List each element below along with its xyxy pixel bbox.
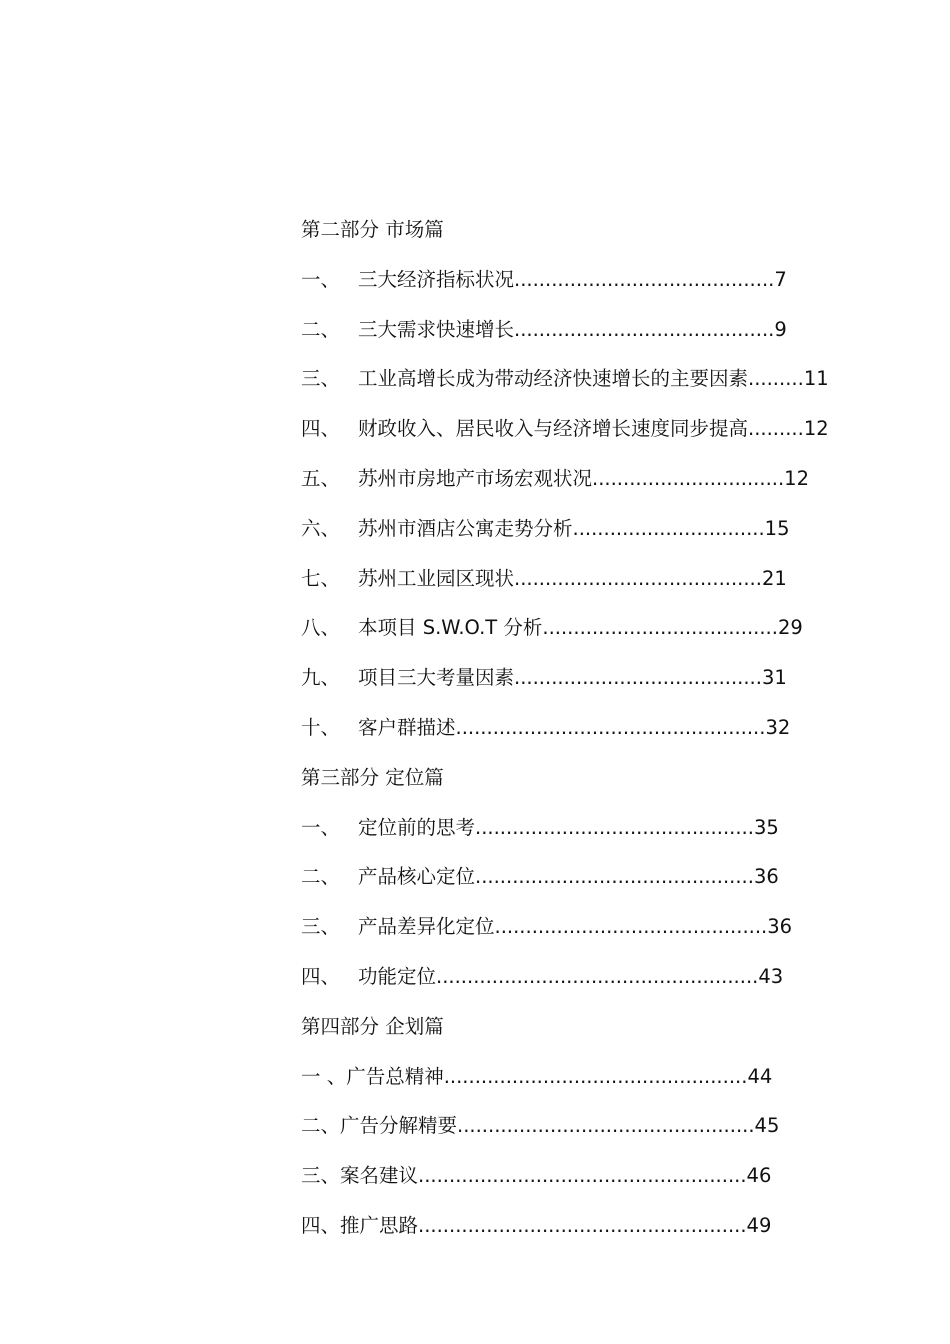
toc-page: 32 <box>765 715 791 739</box>
toc-leader: ..................................................... <box>418 1213 747 1237</box>
toc-number: 三、 <box>301 367 341 391</box>
toc-page: 49 <box>746 1213 772 1237</box>
section-heading-planning <box>301 1002 921 1052</box>
toc-number: 八、 <box>301 616 341 640</box>
toc-entry[interactable] <box>301 653 921 703</box>
toc-leader: ........................................ <box>514 566 762 590</box>
toc-entry[interactable] <box>301 902 921 952</box>
toc-entry[interactable] <box>301 852 921 902</box>
toc-entry[interactable] <box>301 504 921 554</box>
toc-page: 11 <box>803 367 829 391</box>
toc-entry[interactable] <box>301 1052 921 1102</box>
toc-title: 本项目 S.W.O.T 分析 <box>358 616 543 640</box>
toc-entry[interactable] <box>301 1151 921 1201</box>
toc-title: 苏州市酒店公寓走势分析 <box>358 516 573 540</box>
section-heading-positioning <box>301 753 921 803</box>
toc-entry[interactable] <box>301 603 921 653</box>
toc-page: 31 <box>761 666 787 690</box>
toc-page: 35 <box>753 815 779 839</box>
toc-leader: ............................................. <box>475 815 754 839</box>
toc-entry[interactable] <box>301 354 921 404</box>
toc-entry[interactable] <box>301 454 921 504</box>
toc-page: 9 <box>774 317 787 341</box>
section-heading-text: 第二部分 市场篇 <box>301 218 444 241</box>
toc-page: 44 <box>747 1064 773 1088</box>
toc-page: 21 <box>761 566 787 590</box>
toc-number: 四、 <box>301 964 341 988</box>
toc-entry[interactable] <box>301 1101 921 1151</box>
toc-title: 三、案名建议 <box>301 1164 419 1188</box>
section-heading-market <box>301 205 921 255</box>
toc-page: 29 <box>777 616 803 640</box>
toc-entry[interactable] <box>301 803 921 853</box>
toc-leader: .......................................... <box>514 267 775 291</box>
toc-page: 46 <box>746 1164 772 1188</box>
toc-page: 12 <box>784 466 809 490</box>
toc-entry[interactable] <box>301 1201 921 1251</box>
toc-title: 二、广告分解精要 <box>301 1114 458 1138</box>
toc-title: 项目三大考量因素 <box>358 666 515 690</box>
toc-page: 45 <box>754 1114 780 1138</box>
toc-title: 苏州工业园区现状 <box>358 566 515 590</box>
section-heading-text: 第三部分 定位篇 <box>301 765 444 789</box>
toc-leader: ........................................ <box>514 666 762 690</box>
toc-number: 四、 <box>301 417 341 441</box>
toc-leader: ............................................. <box>475 865 754 889</box>
toc-title: 财政收入、居民收入与经济增长速度同步提高 <box>358 417 749 441</box>
toc-leader: ................................................ <box>457 1114 755 1138</box>
section-heading-text: 第四部分 企划篇 <box>301 1014 444 1038</box>
toc-title: 客户群描述 <box>358 715 456 739</box>
toc-page: 43 <box>758 964 784 988</box>
table-of-contents <box>301 205 921 1251</box>
toc-leader: ................................................. <box>443 1064 748 1088</box>
toc-number: 五、 <box>301 466 341 490</box>
toc-title: 产品核心定位 <box>358 865 476 889</box>
toc-title: 功能定位 <box>358 964 437 988</box>
toc-title: 苏州市房地产市场宏观状况 <box>358 466 593 490</box>
toc-number: 一、 <box>301 815 341 839</box>
toc-number: 二、 <box>301 865 341 889</box>
toc-title: 定位前的思考 <box>358 815 476 839</box>
toc-leader: ...................................... <box>542 616 778 640</box>
toc-page: 36 <box>767 915 793 939</box>
toc-leader: ......... <box>748 417 804 441</box>
toc-entry[interactable] <box>301 703 921 753</box>
toc-page: 7 <box>774 267 787 291</box>
toc-leader: ............................... <box>572 516 765 540</box>
toc-entry[interactable] <box>301 305 921 355</box>
toc-entry[interactable] <box>301 404 921 454</box>
toc-number: 二、 <box>301 317 341 341</box>
toc-entry[interactable] <box>301 952 921 1002</box>
toc-number: 十、 <box>301 715 341 739</box>
toc-entry[interactable] <box>301 554 921 604</box>
toc-number: 九、 <box>301 666 341 690</box>
toc-number: 一、 <box>301 267 341 291</box>
toc-title: 产品差异化定位 <box>358 915 495 939</box>
toc-leader: .................................................... <box>436 964 759 988</box>
toc-number: 六、 <box>301 516 341 540</box>
toc-entry[interactable] <box>301 255 921 305</box>
toc-leader: ......... <box>748 367 804 391</box>
toc-page: 15 <box>764 516 790 540</box>
toc-title: 三大需求快速增长 <box>358 317 515 341</box>
toc-number: 三、 <box>301 915 341 939</box>
toc-leader: .......................................... <box>514 317 775 341</box>
toc-number: 七、 <box>301 566 341 590</box>
toc-title: 工业高增长成为带动经济快速增长的主要因素 <box>358 367 749 391</box>
toc-title: 四、推广思路 <box>301 1213 419 1237</box>
toc-leader: ............................................ <box>494 915 768 939</box>
toc-page: 36 <box>753 865 779 889</box>
toc-title: 一 、广告总精神 <box>301 1064 444 1088</box>
toc-leader: ..................................................... <box>418 1164 747 1188</box>
toc-page: 12 <box>803 417 829 441</box>
toc-title: 三大经济指标状况 <box>358 267 515 291</box>
toc-leader: .................................................. <box>455 715 766 739</box>
toc-leader: ............................... <box>592 466 785 490</box>
